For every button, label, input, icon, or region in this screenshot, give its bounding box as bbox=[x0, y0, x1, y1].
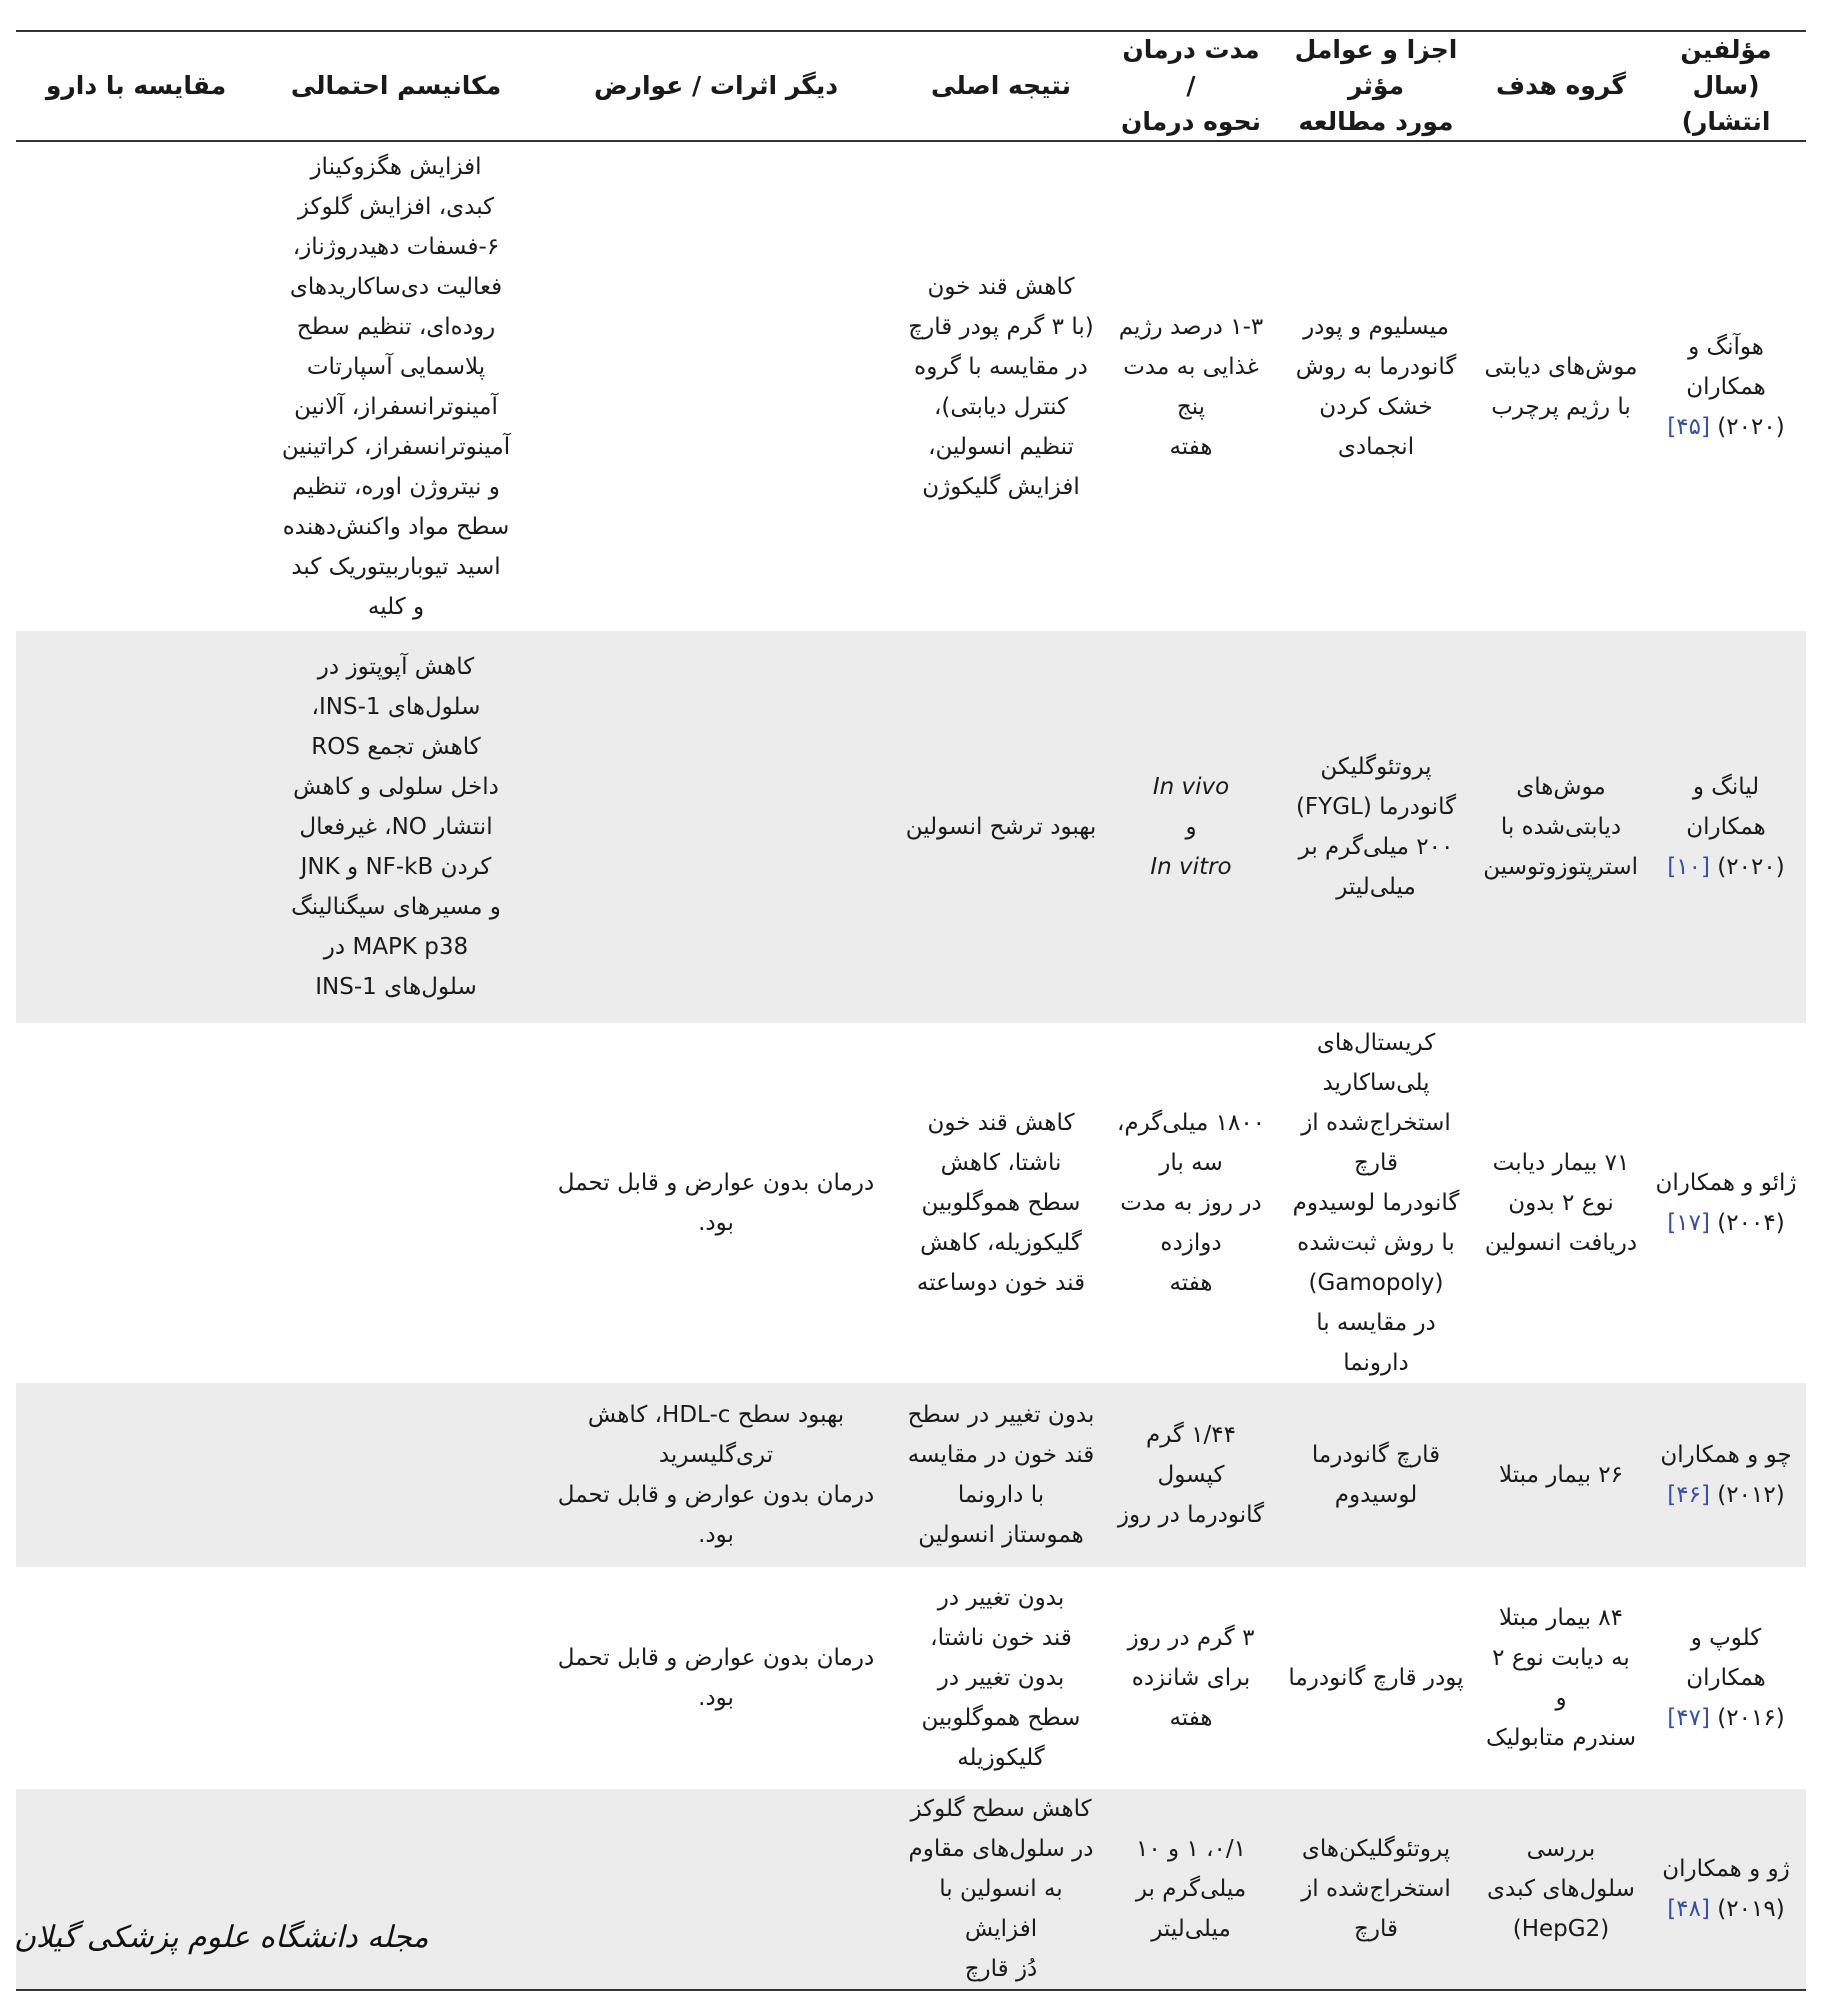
cell-components: کریستال‌های پلی‌ساکارید استخراج‌شده از قارچ گانودرما لوسیدوم با روش ثبت‌شده (Gamopoly) در مقایسه با دارونما bbox=[1292, 1030, 1460, 1376]
table-row bbox=[16, 631, 1806, 1023]
table-row bbox=[16, 1567, 1806, 1789]
cell-other-effects: بهبود سطح HDL-c، کاهش تری‌گلیسرید درمان بدون عوارض و قابل تحمل بود. bbox=[536, 1383, 896, 1567]
cell-authors bbox=[1646, 1383, 1806, 1567]
reference-link[interactable]: [۴۷] bbox=[1667, 1705, 1710, 1731]
header-duration: مدت درمان / نحوه درمان bbox=[1106, 31, 1276, 141]
cell-authors bbox=[1646, 141, 1806, 631]
cell-mechanism bbox=[256, 1383, 536, 1567]
cell-comparison bbox=[16, 1567, 256, 1789]
cell-other-effects bbox=[536, 141, 896, 631]
authors-text: کلوپ و همکاران (۲۰۱۶) bbox=[1686, 1625, 1785, 1731]
cell-mechanism: کاهش آپوپتوز در سلول‌های INS-1، کاهش تجمع ROS داخل سلولی و کاهش انتشار NO، غیرفعال کردن NF-kB و JNK و مسیرهای سیگنالینگ MAPK p38 در سلول‌های INS-1 bbox=[256, 631, 536, 1023]
journal-logo: مجله دانشگاه علوم پزشکی گیلان bbox=[14, 1920, 429, 1955]
table-row bbox=[16, 1383, 1806, 1567]
header-authors: مؤلفین (سال انتشار) bbox=[1646, 31, 1806, 141]
cell-mechanism bbox=[256, 1789, 536, 1990]
cell-target-group: ۷۱ بیمار دیابت نوع ۲ بدون دریافت انسولین bbox=[1484, 1150, 1638, 1256]
cell-comparison bbox=[16, 141, 256, 631]
cell-target-group: ۸۴ بیمار مبتلا به دیابت نوع ۲ و سندرم متابولیک bbox=[1485, 1605, 1637, 1751]
studies-table-container bbox=[16, 30, 1806, 1991]
cell-main-result: بدون تغییر در سطح قند خون در مقایسه با دارونما هموستاز انسولین bbox=[896, 1383, 1106, 1567]
authors-text: لیانگ و همکاران (۲۰۲۰) bbox=[1686, 774, 1785, 880]
header-mechanism: مکانیسم احتمالی bbox=[256, 31, 536, 141]
cell-comparison bbox=[16, 1023, 256, 1383]
authors-text: ژائو و همکاران (۲۰۰۴) bbox=[1655, 1170, 1797, 1236]
header-target-group: گروه هدف bbox=[1476, 31, 1646, 141]
cell-main-result: کاهش سطح گلوکز در سلول‌های مقاوم به انسولین با افزایش دُز قارچ bbox=[896, 1789, 1106, 1990]
cell-authors bbox=[1646, 631, 1806, 1023]
cell-main-result: کاهش قند خون (با ۳ گرم پودر قارچ در مقایسه با گروه کنترل دیابتی)، تنظیم انسولین، افزایش گلیکوژن bbox=[908, 273, 1094, 500]
cell-duration: ۰/۱، ۱ و ۱۰ میلی‌گرم بر میلی‌لیتر bbox=[1106, 1789, 1276, 1990]
cell-components: میسلیوم و پودر گانودرما به روش خشک کردن انجمادی bbox=[1295, 313, 1457, 460]
studies-table bbox=[16, 30, 1806, 1991]
cell-mechanism bbox=[256, 1023, 536, 1383]
cell-authors bbox=[1646, 1023, 1806, 1383]
duration-in-vivo: In vivo bbox=[1152, 774, 1230, 800]
cell-mechanism bbox=[256, 1567, 536, 1789]
cell-target-group: موش‌های دیابتی‌شده با استرپتوزوتوسین bbox=[1476, 631, 1646, 1023]
table-header-row bbox=[16, 31, 1806, 141]
cell-components: قارچ گانودرما لوسیدوم bbox=[1276, 1383, 1476, 1567]
table-row bbox=[16, 1789, 1806, 1990]
duration-and: و bbox=[1185, 814, 1197, 840]
header-other-effects: دیگر اثرات / عوارض bbox=[536, 31, 896, 141]
authors-text: چو و همکاران (۲۰۱۲) bbox=[1660, 1442, 1792, 1508]
cell-target-group: بررسی سلول‌های کبدی (HepG2) bbox=[1476, 1789, 1646, 1990]
header-main-result: نتیجه اصلی bbox=[896, 31, 1106, 141]
cell-duration: ۱۸۰۰ میلی‌گرم، سه بار در روز به مدت دوازده هفته bbox=[1116, 1110, 1266, 1296]
cell-main-result: بهبود ترشح انسولین bbox=[896, 631, 1106, 1023]
reference-link[interactable]: [۴۸] bbox=[1667, 1896, 1710, 1922]
cell-duration bbox=[1106, 631, 1276, 1023]
reference-link[interactable]: [۱۷] bbox=[1667, 1210, 1710, 1236]
header-components: اجزا و عوامل مؤثر مورد مطالعه bbox=[1276, 31, 1476, 141]
cell-other-effects: درمان بدون عوارض و قابل تحمل بود. bbox=[557, 1645, 875, 1711]
cell-main-result: کاهش قند خون ناشتا، کاهش سطح هموگلوبین گلیکوزیله، کاهش قند خون دوساعته bbox=[916, 1110, 1086, 1296]
authors-text: ژو و همکاران (۲۰۱۹) bbox=[1662, 1856, 1790, 1922]
cell-comparison bbox=[16, 1383, 256, 1567]
cell-target-group: موش‌های دیابتی با رژیم پرچرب bbox=[1484, 353, 1638, 420]
reference-link[interactable]: [۴۶] bbox=[1667, 1482, 1710, 1508]
cell-comparison bbox=[16, 631, 256, 1023]
cell-components: پروتئوگلیکن گانودرما (FYGL) ۲۰۰ میلی‌گرم بر میلی‌لیتر bbox=[1276, 631, 1476, 1023]
cell-duration: ۳ گرم در روز برای شانزده هفته bbox=[1127, 1625, 1255, 1731]
cell-components: پروتئوگلیکن‌های استخراج‌شده از قارچ bbox=[1276, 1789, 1476, 1990]
header-comparison: مقایسه با دارو bbox=[16, 31, 256, 141]
cell-other-effects: درمان بدون عوارض و قابل تحمل بود. bbox=[557, 1170, 875, 1236]
cell-other-effects bbox=[536, 1789, 896, 1990]
cell-authors bbox=[1646, 1567, 1806, 1789]
table-row bbox=[16, 1023, 1806, 1383]
reference-link[interactable]: [۱۰] bbox=[1667, 854, 1710, 880]
cell-duration: ۱-۳ درصد رژیم غذایی به مدت پنج هفته bbox=[1118, 313, 1264, 460]
reference-link[interactable]: [۴۵] bbox=[1667, 413, 1710, 440]
cell-authors bbox=[1646, 1789, 1806, 1990]
table-row bbox=[16, 141, 1806, 631]
cell-duration: ۱/۴۴ گرم کپسول گانودرما در روز bbox=[1106, 1383, 1276, 1567]
cell-main-result: بدون تغییر در قند خون ناشتا، بدون تغییر در سطح هموگلوبین گلیکوزیله bbox=[921, 1585, 1081, 1771]
cell-target-group: ۲۶ بیمار مبتلا bbox=[1476, 1383, 1646, 1567]
cell-other-effects bbox=[536, 631, 896, 1023]
cell-components: پودر قارچ گانودرما bbox=[1288, 1665, 1464, 1691]
cell-comparison bbox=[16, 1789, 256, 1990]
authors-text: هوآنگ و همکاران (۲۰۲۰) bbox=[1686, 333, 1785, 440]
cell-mechanism: افزایش هگزوکیناز کبدی، افزایش گلوکز ۶-فسفات دهیدروژناز، فعالیت دی‌ساکاریدهای روده‌ای، تنظیم سطح پلاسمایی آسپارتات آمینوترانسفراز، آلانین آمینوترانسفراز، کراتینین و نیتروژن اوره، تنظیم سطح مواد واکنش‌دهنده اسید تیوباربیتوریک کبد و کلیه bbox=[281, 153, 511, 620]
duration-in-vitro: In vitro bbox=[1150, 854, 1232, 880]
